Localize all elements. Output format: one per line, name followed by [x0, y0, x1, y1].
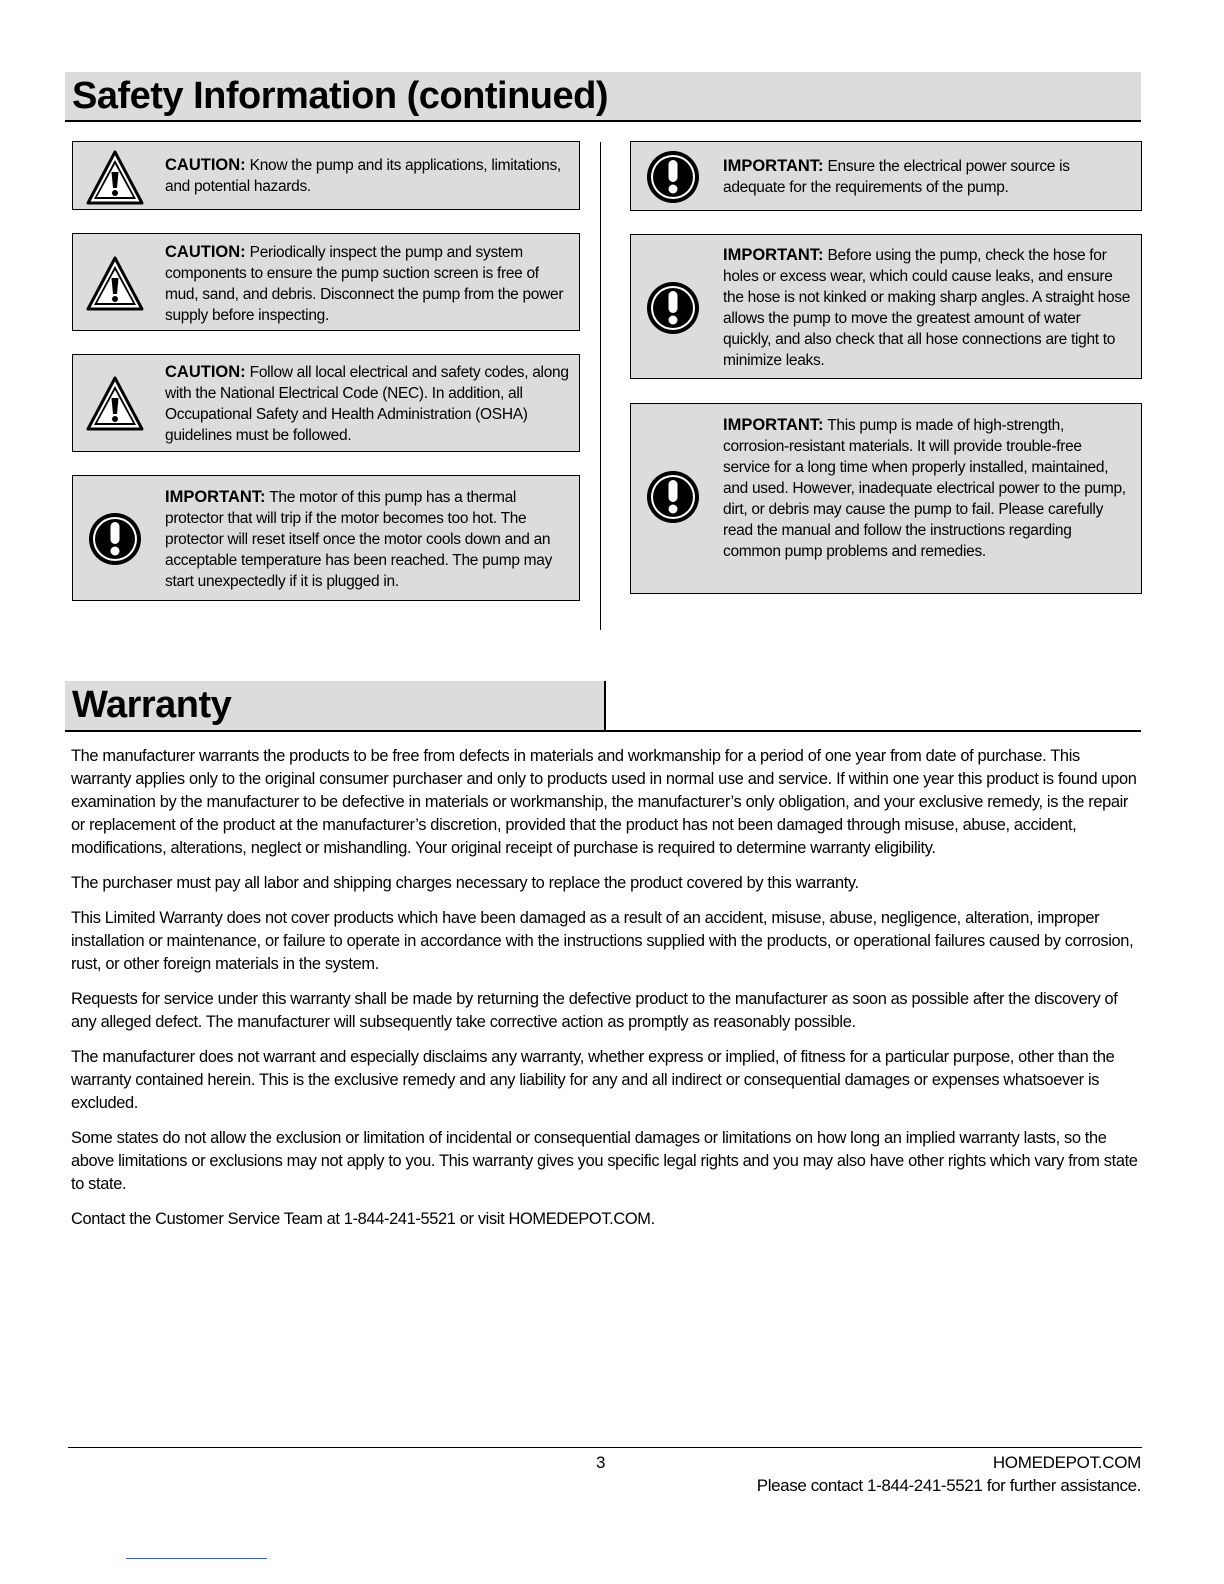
warranty-paragraph: This Limited Warranty does not cover products which have been damaged as a result of an accident, misuse, abuse, negligence, alteration, improper installation or maintenance, or failure to operate in accordance with the instructions supplied with the products, or operational failures caused by corrosion, rust, or other foreign materials in the system.: [71, 909, 1134, 973]
warranty-paragraph: Some states do not allow the exclusion or limitation of incidental or consequential damages or limitations on how long an implied warranty lasts, so the above limitations or exclusions may not apply to you. This warranty gives you specific legal rights and you may also have other rights which vary from state to state.: [71, 1129, 1138, 1193]
notice-box: [72, 233, 580, 331]
warranty-contact-paragraph: Contact the Customer Service Team at 1-844-241-5521 or visit HOMEDEPOT.COM.: [71, 1210, 655, 1228]
notice-body: Ensure the electrical power source is adequate for the requirements of the pump.: [723, 158, 1070, 196]
notice-box: [630, 141, 1142, 211]
notice-text: [165, 155, 569, 197]
notice-body: Know the pump and its applications, limitations, and potential hazards.: [165, 157, 561, 195]
notice-label: CAUTION:: [165, 156, 246, 174]
notice-text: [723, 415, 1131, 562]
notice-box: [72, 141, 580, 210]
warranty-body: [71, 745, 1143, 1243]
notice-body: The motor of this pump has a thermal protector that will trip if the motor becomes too hot. The protector will reset itself once the motor cools down and an acceptable temperature has been reached. The pump may start unexpectedly if it is plugged in.: [165, 489, 553, 590]
warranty-paragraph: The purchaser must pay all labor and shipping charges necessary to replace the product covered by this warranty.: [71, 874, 859, 892]
safety-section-title: [65, 72, 1141, 122]
warning-triangle-icon: [85, 374, 145, 434]
notice-label: IMPORTANT:: [165, 488, 266, 506]
notice-label: IMPORTANT:: [723, 157, 824, 175]
notice-label: CAUTION:: [165, 243, 246, 261]
notice-body: Before using the pump, check the hose for holes or excess wear, which could cause leaks, and ensure the hose is not kinked or making sharp angles. A straight hose allows the pump to move the greatest amount of water quickly, and also check that all hose connections are tight to minimize leaks.: [723, 247, 1131, 369]
column-divider: [600, 142, 601, 630]
notice-body: Periodically inspect the pump and system components to ensure the pump suction screen is free of mud, sand, and debris. Disconnect the pump from the power supply before inspecting.: [165, 244, 564, 324]
warranty-title-text: Warranty: [72, 684, 232, 726]
notice-box: [630, 403, 1142, 594]
exclamation-circle-icon: [643, 147, 703, 207]
warning-triangle-icon: [85, 254, 145, 314]
footer-rule: [68, 1447, 1142, 1448]
exclamation-circle-icon: [643, 278, 703, 338]
exclamation-circle-icon: [85, 509, 145, 569]
exclamation-circle-icon: [643, 467, 703, 527]
notice-label: CAUTION:: [165, 363, 246, 381]
warranty-paragraph: Requests for service under this warranty shall be made by returning the defective product to the manufacturer as soon as possible after the discovery of any alleged defect. The manufacturer will subsequently take corrective action as promptly as reasonably possible.: [71, 990, 1118, 1031]
notice-label: IMPORTANT:: [723, 246, 824, 264]
notice-box: [630, 234, 1142, 379]
notice-text: [723, 245, 1131, 371]
warranty-section-title: [65, 681, 1141, 732]
page-number: 3: [596, 1453, 606, 1472]
notice-body: This pump is made of high-strength, corrosion-resistant materials. It will provide trouble-free service for a long time when properly installed, maintained, and used. However, inadequate electrical power to the pump, dirt, or debris may cause the pump to fail. Please carefully read the manual and follow the instructions regarding common pump problems and remedies.: [723, 417, 1126, 560]
decorative-line: [126, 1558, 267, 1559]
notice-box: [72, 354, 580, 452]
footer-contact: Please contact 1-844-241-5521 for further assistance.: [756, 1476, 1141, 1495]
notice-text: [723, 156, 1131, 198]
warranty-paragraph: The manufacturer does not warrant and especially disclaims any warranty, whether express or implied, of fitness for a particular purpose, other than the warranty contained herein. This is the exclusive remedy and any liability for any and all indirect or consequential damages or expenses whatsoever is excluded.: [71, 1048, 1115, 1112]
notice-label: IMPORTANT:: [723, 416, 824, 434]
notice-text: [165, 362, 569, 446]
footer-site-link[interactable]: HOMEDEPOT.COM: [992, 1453, 1141, 1472]
notice-text: [165, 487, 569, 592]
notice-body: Follow all local electrical and safety codes, along with the National Electrical Code (NEC). In addition, all Occupational Safety and Health Administration (OSHA) guidelines must be followed.: [165, 364, 569, 444]
warranty-paragraph: The manufacturer warrants the products to be free from defects in materials and workmanship for a period of one year from date of purchase. This warranty applies only to the original consumer purchaser and only to products used in normal use and service. If within one year this product is found upon examination by the manufacturer to be defective in materials or workmanship, the manufacturer’s only obligation, and your exclusive remedy, is the repair or replacement of the product at the manufacturer’s discretion, provided that the product has not been damaged through misuse, abuse, accident, modifications, alterations, neglect or mishandling. Your original receipt of purchase is required to determine warranty eligibility.: [71, 747, 1137, 857]
notice-text: [165, 242, 569, 326]
notice-box: [72, 475, 580, 601]
warning-triangle-icon: [85, 148, 145, 208]
safety-title-text: Safety Information (continued): [72, 75, 608, 117]
